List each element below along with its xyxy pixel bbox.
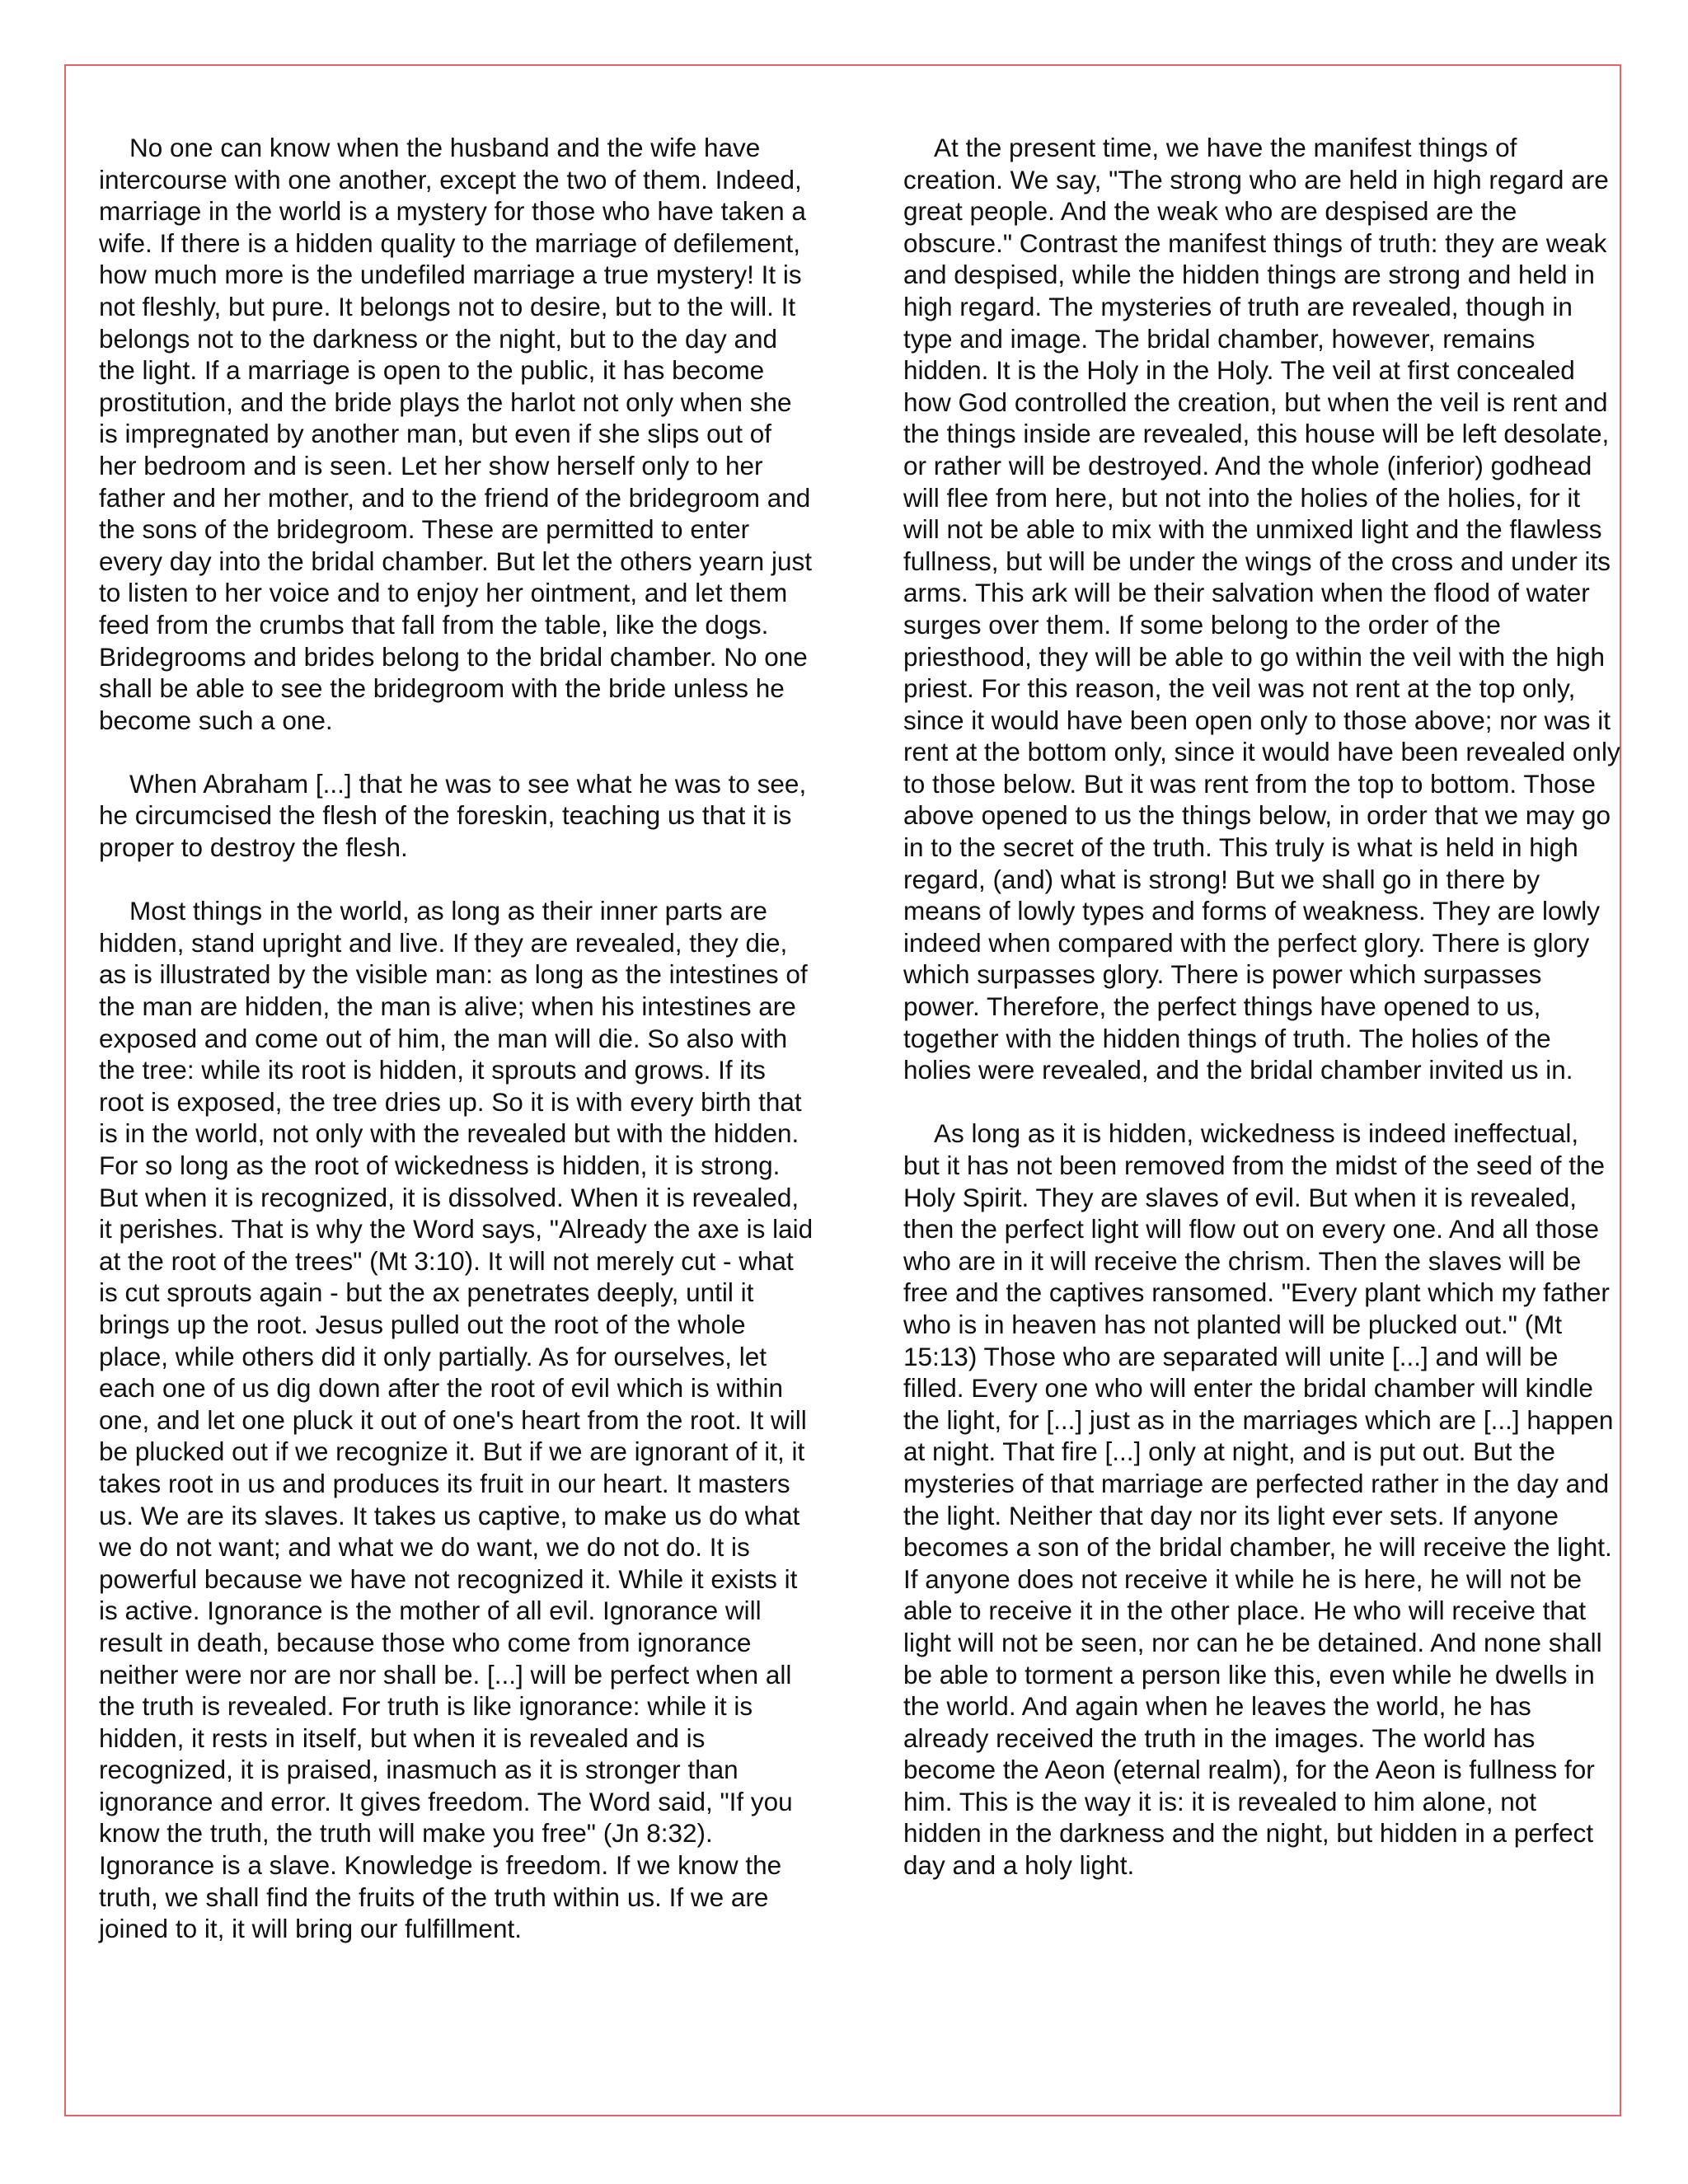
paragraph-marriage-mystery: No one can know when the husband and the wife have intercourse with one another, except the two of them. Indeed, marriage in the world is a mystery for those who have taken a wife. If there is a hidden quality to the marriage of defilement, how much more is the undefiled marriage a true mystery! It is not fleshly, but pure. It belongs not to desire, but to the will. It belongs not to the darkness or the night, but to the day and the light. If a marriage is open to the public, it has become prostitution, and the bride plays the harlot not only when she is impregnated by another man, but even if she slips out of her bedroom and is seen. Let her show herself only to her father and her mother, and to the friend of the bridegroom and the sons of the bridegroom. These are permitted to enter every day into the bridal chamber. But let the others yearn just to listen to her voice and to enjoy her ointment, and let them feed from the crumbs that fall from the table, like the dogs. Bridegrooms and brides belong to the bridal chamber. No one shall be able to see the bridegroom with the bride unless he become such a one. (99, 133, 812, 735)
left-column (99, 132, 816, 1976)
paragraph-wickedness-hidden: As long as it is hidden, wickedness is indeed ineffectual, but it has not been removed from the midst of the seed of the Holy Spirit. They are slaves of evil. But when it is revealed, then the perfect light will flow out on every one. And all those who are in it will receive the chrism. Then the slaves will be free and the captives ransomed. "Every plant which my father who is in heaven has not planted will be plucked out." (Mt 15:13) Those who are separated will unite [...] and will be filled. Every one who will enter the bridal chamber will kindle the light, for [...] just as in the marriages which are [...] happen at night. That fire [...] only at night, and is put out. But the mysteries of that marriage are perfected rather in the day and the light. Neither that day nor its light ever sets. If anyone becomes a son of the bridal chamber, he will receive the light. If anyone does not receive it while he is here, he will not be able to receive it in the other place. He who will receive that light will not be seen, nor can he be detained. And none shall be able to torment a person like this, even while he dwells in the world. And again when he leaves the world, he has already received the truth in the images. The world has become the Aeon (eternal realm), for the Aeon is fullness for him. This is the way it is: it is revealed to him alone, not hidden in the darkness and the night, but hidden in a perfect day and a holy light. (903, 1118, 1614, 1881)
paragraph-manifest-things: At the present time, we have the manifest things of creation. We say, "The strong who are held in high regard are great people. And the weak who are despised are the obscure." Contrast the manifest things of truth: they are weak and despised, while the hidden things are strong and held in high regard. The mysteries of truth are revealed, though in type and image. The bridal chamber, however, remains hidden. It is the Holy in the Holy. The veil at first concealed how God controlled the creation, but when the veil is rent and the things inside are revealed, this house will be left desolate, or rather will be destroyed. And the whole (inferior) godhead will flee from here, but not into the holies of the holies, for it will not be able to mix with the unmixed light and the flawless fullness, but will be under the wings of the cross and under its arms. This ark will be their salvation when the flood of water surges over them. If some belong to the order of the priesthood, they will be able to go within the veil with the high priest. For this reason, the veil was not rent at the top only, since it would have been open only to those above; nor was it rent at the bottom only, since it would have been revealed only to those below. But it was rent from the top to bottom. Those above opened to us the things below, in order that we may go in to the secret of the truth. This truly is what is held in high regard, (and) what is strong! But we shall go in there by means of lowly types and forms of weakness. They are lowly indeed when compared with the perfect glory. There is glory which surpasses glory. There is power which surpasses power. Therefore, the perfect things have opened to us, together with the hidden things of truth. The holies of the holies were revealed, and the bridal chamber invited us in. (903, 133, 1620, 1085)
right-column (903, 132, 1620, 1913)
paragraph-hidden-things: Most things in the world, as long as their inner parts are hidden, stand upright and live. If they are revealed, they die, as is illustrated by the visible man: as long as the intestines of the man are hidden, the man is alive; when his intestines are exposed and come out of him, the man will die. So also with the tree: while its root is hidden, it sprouts and grows. If its root is exposed, the tree dries up. So it is with every birth that is in the world, not only with the revealed but with the hidden. For so long as the root of wickedness is hidden, it is strong. But when it is recognized, it is dissolved. When it is revealed, it perishes. That is why the Word says, "Already the axe is laid at the root of the trees" (Mt 3:10). It will not merely cut - what is cut sprouts again - but the ax penetrates deeply, until it brings up the root. Jesus pulled out the root of the whole place, while others did it only partially. As for ourselves, let each one of us dig down after the root of evil which is within one, and let one pluck it out of one's heart from the root. It will be plucked out if we recognize it. But if we are ignorant of it, it takes root in us and produces its fruit in our heart. It masters us. We are its slaves. It takes us captive, to make us do what we do not want; and what we do want, we do not do. It is powerful because we have not recognized it. While it exists it is active. Ignorance is the mother of all evil. Ignorance will result in death, because those who come from ignorance neither were nor are nor shall be. [...] will be perfect when all the truth is revealed. For truth is like ignorance: while it is hidden, it rests in itself, but when it is revealed and is recognized, it is praised, inasmuch as it is stronger than ignorance and error. It gives freedom. The Word said, "If you know the truth, the truth will make you free" (Jn 8:32). Ignorance is a slave. Knowledge is freedom. If we know the truth, we shall find the fruits of the truth within us. If we are joined to it, it will bring our fulfillment. (99, 896, 814, 1944)
paragraph-abraham: When Abraham [...] that he was to see what he was to see, he circumcised the flesh of the foreskin, teaching us that it is proper to destroy the flesh. (99, 768, 807, 863)
